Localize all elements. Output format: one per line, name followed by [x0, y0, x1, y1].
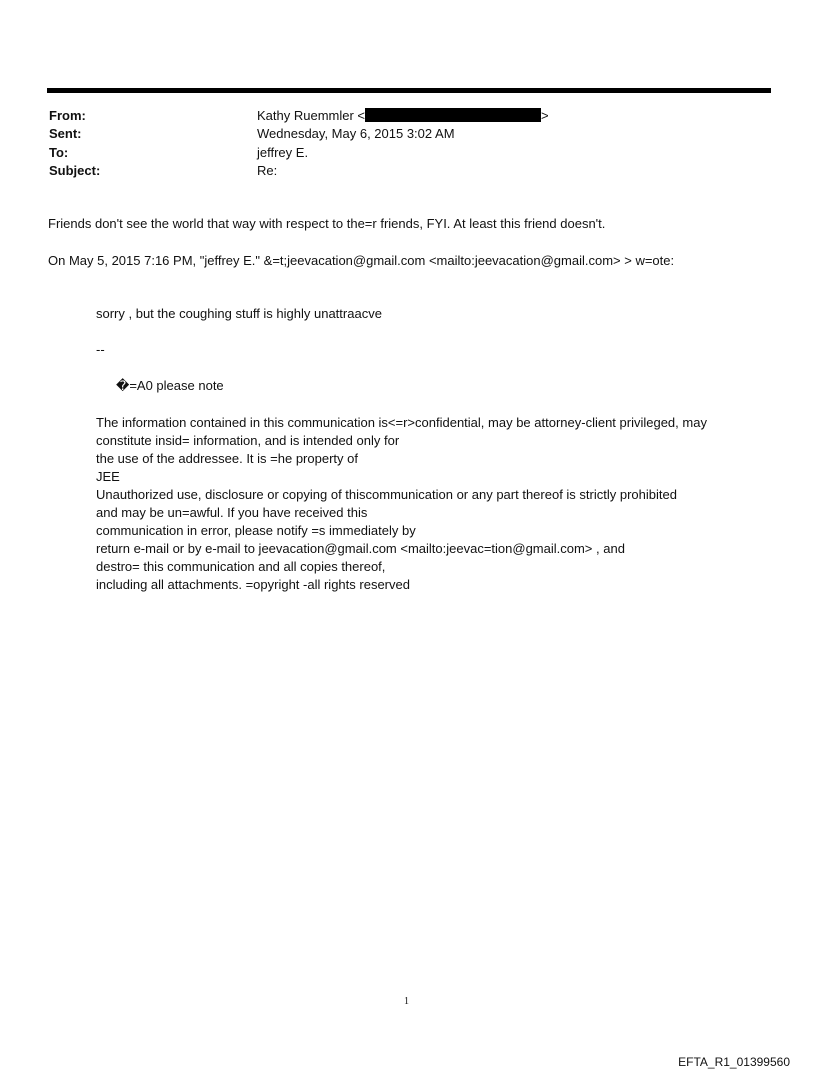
disclaimer-line: Unauthorized use, disclosure or copying of thiscommunication or any part thereof is strictly prohibited: [96, 487, 677, 502]
document-id: EFTA_R1_01399560: [678, 1055, 790, 1069]
disclaimer-line: The information contained in this communication is<=r>confidential, may be attorney-client privileged, may: [96, 415, 707, 430]
subject-label: Subject:: [49, 163, 101, 178]
disclaimer-line: the use of the addressee. It is =he property of: [96, 451, 358, 466]
disclaimer-line: and may be un=awful. If you have received this: [96, 505, 368, 520]
redaction-block: [365, 108, 541, 122]
disclaimer-line: communication in error, please notify =s immediately by: [96, 523, 416, 538]
subject-value: Re:: [257, 163, 278, 178]
from-value: [257, 108, 549, 123]
to-value: jeffrey E.: [257, 145, 309, 160]
disclaimer-line: destro= this communication and all copies thereof,: [96, 559, 386, 574]
signature-separator: --: [96, 342, 105, 357]
disclaimer: [96, 414, 707, 594]
quote-intro: On May 5, 2015 7:16 PM, "jeffrey E." &=t;jeevacation@gmail.com <mailto:jeevacation@gmail.com> > w=ote:: [48, 253, 675, 268]
sent-label: Sent:: [49, 126, 82, 141]
note-line: �=A0 please note: [116, 378, 224, 393]
reply-line: Friends don't see the world that way with respect to the=r friends, FYI. At least this friend doesn't.: [48, 216, 606, 231]
quoted-text: sorry , but the coughing stuff is highly unattraacve: [96, 306, 382, 321]
disclaimer-line: including all attachments. =opyright -all rights reserved: [96, 577, 410, 592]
to-label: To:: [49, 145, 69, 160]
from-label: From:: [49, 108, 86, 123]
top-rule: [47, 88, 771, 93]
sent-value: Wednesday, May 6, 2015 3:02 AM: [257, 126, 455, 141]
from-close: >: [541, 108, 549, 123]
page-number: 1: [404, 996, 409, 1007]
from-name: Kathy Ruemmler <: [257, 108, 366, 123]
disclaimer-line: constitute insid= information, and is intended only for: [96, 433, 400, 448]
disclaimer-line: JEE: [96, 469, 120, 484]
disclaimer-line: return e-mail or by e-mail to jeevacation@gmail.com <mailto:jeevac=tion@gmail.com> , and: [96, 541, 625, 556]
